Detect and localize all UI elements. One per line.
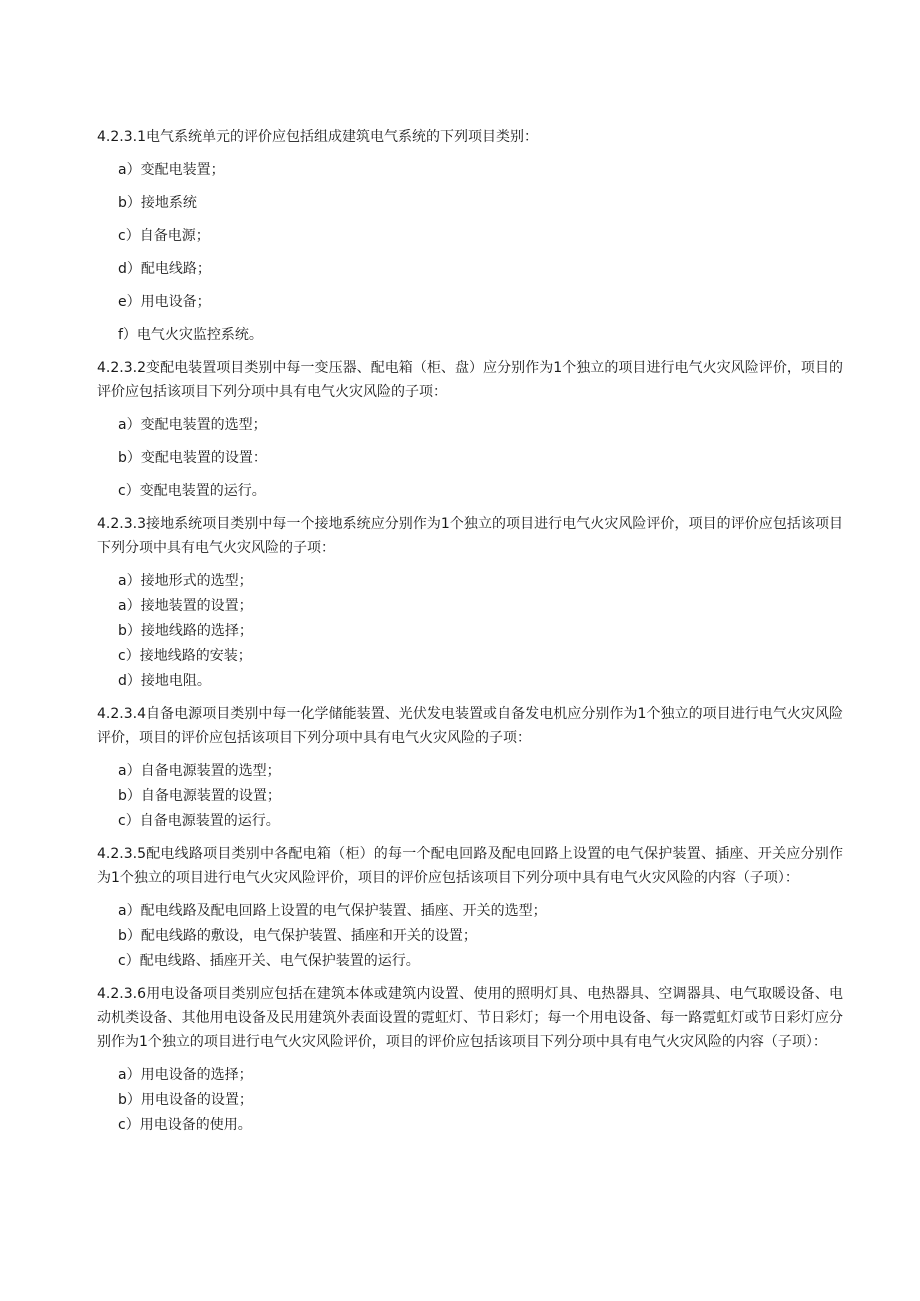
- list-item: c）自备电源；: [118, 228, 210, 244]
- list-item: a）变配电装置；: [118, 162, 225, 178]
- list-item: d）接地电阻。: [118, 673, 211, 689]
- list-item: a）配电线路及配电回路上设置的电气保护装置、插座、开关的选型；: [118, 903, 547, 919]
- list-item: b）用电设备的设置；: [118, 1092, 253, 1108]
- list-item: b）接地线路的选择；: [118, 623, 253, 639]
- list-item: f）电气火灾监控系统。: [118, 327, 263, 343]
- list-item: e）用电设备；: [118, 294, 211, 310]
- clause-4-2-3-6: 4.2.3.6用电设备项目类别应包括在建筑本体或建筑内设置、使用的照明灯具、电热器具、空调器具、电气取暖设备、电动机类设备、其他用电设备及民用建筑外表面设置的霓虹灯、节日彩灯；每一个用电设备、每一路霓虹灯或节日彩灯应分别作为1个独立的项目进行电气火灾风险评价，项目的评价应包括该项目下列分项中具有电气火灾风险的内容（子项）：: [97, 986, 843, 1050]
- list-item: b）自备电源装置的设置；: [118, 788, 281, 804]
- document-page: [97, 125, 843, 1137]
- list-item: b）变配电装置的设置：: [118, 450, 267, 466]
- list-item: c）配电线路、插座开关、电气保护装置的运行。: [118, 953, 420, 969]
- list-item: d）配电线路；: [118, 261, 211, 277]
- clause-4-2-3-5: 4.2.3.5配电线路项目类别中各配电箱（柜）的每一个配电回路及配电回路上设置的电气保护装置、插座、开关应分别作为1个独立的项目进行电气火灾风险评价，项目的评价应包括该项目下列分项中具有电气火灾风险的内容（子项）：: [97, 846, 843, 886]
- list-item: a）接地装置的设置；: [118, 598, 253, 614]
- clause-4-2-3-4: 4.2.3.4自备电源项目类别中每一化学储能装置、光伏发电装置或自备发电机应分别作为1个独立的项目进行电气火灾风险评价，项目的评价应包括该项目下列分项中具有电气火灾风险的子项：: [97, 706, 843, 746]
- list-item: c）接地线路的安装；: [118, 648, 252, 664]
- list-item: c）变配电装置的运行。: [118, 483, 266, 499]
- clause-4-2-3-3: 4.2.3.3接地系统项目类别中每一个接地系统应分别作为1个独立的项目进行电气火灾风险评价，项目的评价应包括该项目下列分项中具有电气火灾风险的子项：: [97, 516, 843, 556]
- list-item: b）接地系统: [118, 195, 197, 211]
- list-item: c）自备电源装置的运行。: [118, 813, 280, 829]
- clause-4-2-3-2: 4.2.3.2变配电装置项目类别中每一变压器、配电箱（柜、盘）应分别作为1个独立的项目进行电气火灾风险评价，项目的评价应包括该项目下列分项中具有电气火灾风险的子项：: [97, 360, 843, 400]
- list-item: c）用电设备的使用。: [118, 1117, 252, 1133]
- list-item: a）用电设备的选择；: [118, 1067, 253, 1083]
- list-item: a）接地形式的选型；: [118, 573, 253, 589]
- list-item: b）配电线路的敷设，电气保护装置、插座和开关的设置；: [118, 928, 477, 944]
- list-item: a）变配电装置的选型；: [118, 417, 267, 433]
- clause-4-2-3-1: 4.2.3.1电气系统单元的评价应包括组成建筑电气系统的下列项目类别：: [97, 129, 538, 145]
- list-item: a）自备电源装置的选型；: [118, 763, 281, 779]
